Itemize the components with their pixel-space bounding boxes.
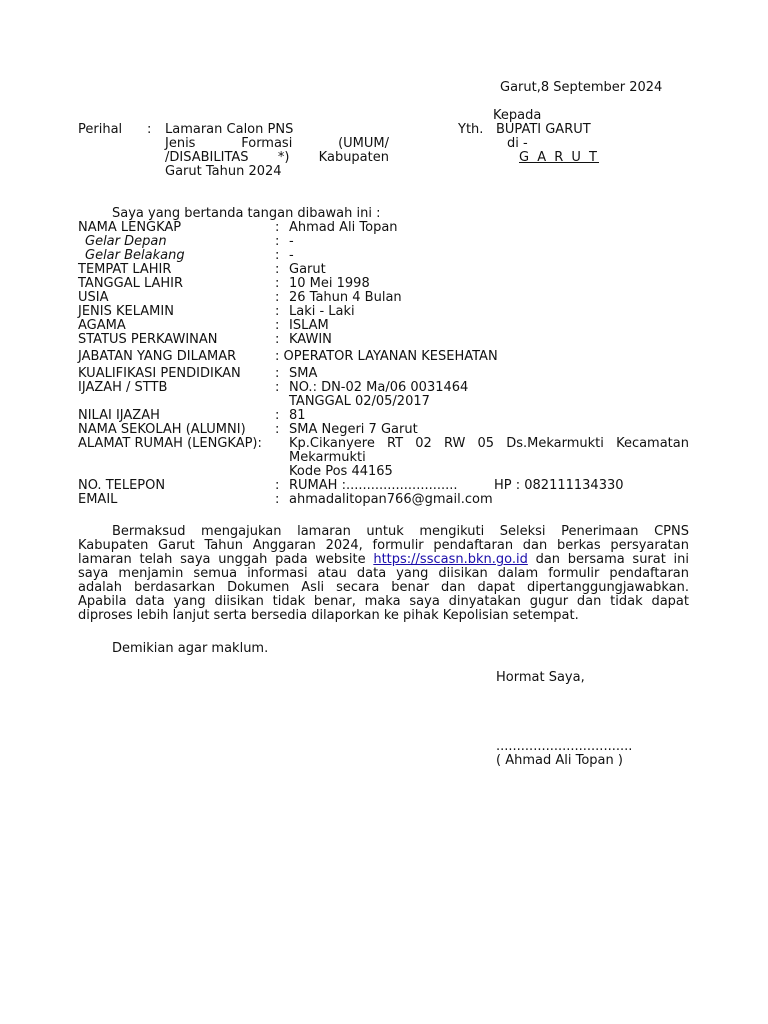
field-value: - bbox=[289, 248, 294, 263]
field-colon: : bbox=[275, 422, 280, 437]
perihal-colon: : bbox=[147, 122, 152, 137]
recipient-kepada: Kepada bbox=[493, 108, 542, 123]
field-colon: : bbox=[275, 408, 280, 423]
field-label: Gelar Belakang bbox=[85, 248, 185, 263]
body-line: Apabila data yang diisikan tidak benar, maka saya dinyatakan gugur dan tidak dapat bbox=[78, 594, 689, 609]
body-text: lamaran telah saya unggah pada website bbox=[78, 552, 366, 567]
field-value: Garut bbox=[289, 262, 326, 277]
field-colon: : bbox=[275, 366, 280, 381]
nilai-value: 81 bbox=[289, 408, 306, 423]
sekolah-label: NAMA SEKOLAH (ALUMNI) bbox=[78, 422, 246, 437]
field-value: - bbox=[289, 234, 294, 249]
recipient-city: G A R U T bbox=[519, 150, 599, 165]
body-paragraph bbox=[78, 525, 689, 623]
field-colon: : bbox=[275, 380, 280, 395]
perihal-line-2: Jenis Formasi (UMUM/ bbox=[165, 136, 389, 151]
signature-name: ( Ahmad Ali Topan ) bbox=[496, 753, 623, 768]
body-text: dan bersama surat ini bbox=[535, 552, 690, 567]
kualifikasi-value: SMA bbox=[289, 366, 318, 381]
alamat-label: ALAMAT RUMAH (LENGKAP): bbox=[78, 436, 262, 451]
jabatan-value: : OPERATOR LAYANAN KESEHATAN bbox=[275, 349, 498, 364]
telepon-label: NO. TELEPON bbox=[78, 478, 166, 493]
field-colon: : bbox=[275, 220, 280, 235]
field-label: TANGGAL LAHIR bbox=[78, 276, 184, 291]
ijazah-number: NO.: DN-02 Ma/06 0031464 bbox=[289, 380, 469, 395]
perihal-line-1: Lamaran Calon PNS bbox=[165, 122, 294, 137]
body-line: saya menjamin semua informasi atau data yang diisikan dalam formulir pendaftaran bbox=[78, 566, 689, 581]
perihal-line-4: Garut Tahun 2024 bbox=[165, 164, 282, 179]
field-colon: : bbox=[275, 248, 280, 263]
nilai-label: NILAI IJAZAH bbox=[78, 408, 160, 423]
field-value: ISLAM bbox=[289, 318, 329, 333]
body-line: adalah berdasarkan Dokumen Asli secara benar dan dapat dipertanggungjawabkan. bbox=[78, 580, 689, 595]
telepon-hp: HP : 082111134330 bbox=[494, 478, 624, 493]
alamat-line-2: Mekarmukti bbox=[289, 450, 366, 465]
body-line: Kabupaten Garut Tahun Anggaran 2024, formulir pendaftaran dan berkas persyaratan bbox=[78, 538, 689, 553]
body-line-with-link bbox=[78, 553, 689, 567]
field-colon: : bbox=[275, 234, 280, 249]
intro-text: Saya yang bertanda tangan dibawah ini : bbox=[112, 206, 381, 221]
alamat-line-1: Kp.Cikanyere RT 02 RW 05 Ds.Mekarmukti Kecamatan bbox=[289, 436, 689, 451]
kualifikasi-label: KUALIFIKASI PENDIDIKAN bbox=[78, 366, 241, 381]
field-label: NAMA LENGKAP bbox=[78, 220, 182, 235]
field-colon: : bbox=[275, 478, 280, 493]
recipient-name: BUPATI GARUT bbox=[496, 122, 591, 137]
perihal-line-3: /DISABILITAS *) Kabupaten bbox=[165, 150, 389, 165]
field-colon: : bbox=[275, 318, 280, 333]
ijazah-label: IJAZAH / STTB bbox=[78, 380, 168, 395]
field-colon: : bbox=[275, 276, 280, 291]
field-label: AGAMA bbox=[78, 318, 126, 333]
perihal-label: Perihal bbox=[78, 122, 123, 137]
field-value: KAWIN bbox=[289, 332, 332, 347]
email-value: ahmadalitopan766@gmail.com bbox=[289, 492, 493, 507]
sscasn-link[interactable]: https://sscasn.bkn.go.id bbox=[373, 552, 528, 567]
field-colon: : bbox=[275, 262, 280, 277]
field-value: Laki - Laki bbox=[289, 304, 355, 319]
field-label: TEMPAT LAHIR bbox=[78, 262, 172, 277]
field-label: Gelar Depan bbox=[85, 234, 167, 249]
closing-text: Demikian agar maklum. bbox=[112, 641, 269, 656]
field-colon: : bbox=[275, 492, 280, 507]
field-label: JENIS KELAMIN bbox=[78, 304, 174, 319]
signature-line: ................................. bbox=[496, 739, 633, 754]
alamat-line-3: Kode Pos 44165 bbox=[289, 464, 393, 479]
telepon-rumah: RUMAH :........................... bbox=[289, 478, 458, 493]
field-colon: : bbox=[275, 304, 280, 319]
field-label: STATUS PERKAWINAN bbox=[78, 332, 218, 347]
signature-greeting: Hormat Saya, bbox=[496, 670, 585, 685]
email-label: EMAIL bbox=[78, 492, 118, 507]
recipient-yth: Yth. bbox=[458, 122, 484, 137]
jabatan-label: JABATAN YANG DILAMAR bbox=[78, 349, 237, 364]
ijazah-date: TANGGAL 02/05/2017 bbox=[289, 394, 430, 409]
recipient-di: di - bbox=[507, 136, 528, 151]
sekolah-value: SMA Negeri 7 Garut bbox=[289, 422, 418, 437]
field-colon: : bbox=[275, 332, 280, 347]
field-value: 26 Tahun 4 Bulan bbox=[289, 290, 402, 305]
letter-date: Garut,8 September 2024 bbox=[500, 80, 663, 95]
field-value: Ahmad Ali Topan bbox=[289, 220, 398, 235]
body-line: diproses lebih lanjut serta bersedia dilaporkan ke pihak Kepolisian setempat. bbox=[78, 608, 579, 623]
field-label: USIA bbox=[78, 290, 109, 305]
field-colon: : bbox=[275, 290, 280, 305]
body-line: Bermaksud mengajukan lamaran untuk mengikuti Seleksi Penerimaan CPNS bbox=[112, 524, 689, 539]
field-value: 10 Mei 1998 bbox=[289, 276, 370, 291]
